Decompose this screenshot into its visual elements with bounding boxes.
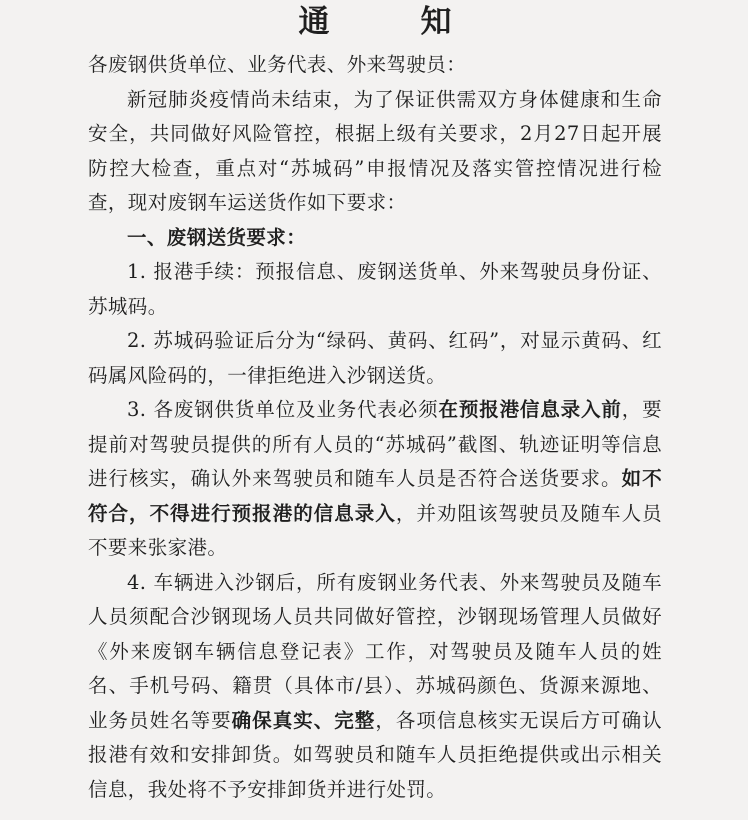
requirement-item-3 (88, 393, 662, 566)
item4-bold-1: 确保真实、完整 (231, 708, 376, 732)
item3-bold-2: 如不符合，不得进行预报港的信息录入 (88, 467, 662, 525)
requirement-item-4 (88, 566, 662, 808)
requirement-item-2: 2. 苏城码验证后分为“绿码、黄码、红码”，对显示黄码、红码属风险码的，一律拒绝进入沙钢送货。 (88, 329, 662, 387)
item4-text-2: ，各项信息核实无误后方可确认报港有效和安排卸货。如驾驶员和随车人员拒绝提供或出示相关信息，我处将不予安排卸货并进行处罚。 (88, 708, 662, 801)
notice-title: 通 知 (298, 4, 482, 40)
intro-paragraph: 新冠肺炎疫情尚未结束，为了保证供需双方身体健康和生命安全，共同做好风险管控，根据上级有关要求，2月27日起开展防控大检查，重点对“苏城码”申报情况及落实管控情况进行检查，现对废钢车运送货作如下要求： (88, 87, 662, 214)
item3-bold-1: 在预报港信息录入前 (438, 398, 622, 421)
item3-text-1: 3. 各废钢供货单位及业务代表必须 (127, 398, 439, 421)
section-heading-scrap-delivery: 一、废钢送货要求： (127, 225, 307, 249)
item3-text-3: ，并劝阻该驾驶员及随车人员不要来张家港。 (88, 501, 662, 559)
item4-text-1: 4. 车辆进入沙钢后，所有废钢业务代表、外来驾驶员及随车人员须配合沙钢现场人员共同做好管控，沙钢现场管理人员做好《外来废钢车辆信息登记表》工作，对驾驶员及随车人员的姓名、手机号码、籍贯（具体市/县）、苏城码颜色、货源来源地、业务员姓名等要 (88, 570, 662, 732)
requirement-item-1: 1. 报港手续：预报信息、废钢送货单、外来驾驶员身份证、苏城码。 (88, 260, 662, 318)
salutation: 各废钢供货单位、业务代表、外来驾驶员： (88, 53, 467, 76)
item3-text-2: ，要提前对驾驶员提供的所有人员的“苏城码”截图、轨迹证明等信息进行核实，确认外来驾驶员和随车人员是否符合送货要求。 (88, 398, 662, 490)
